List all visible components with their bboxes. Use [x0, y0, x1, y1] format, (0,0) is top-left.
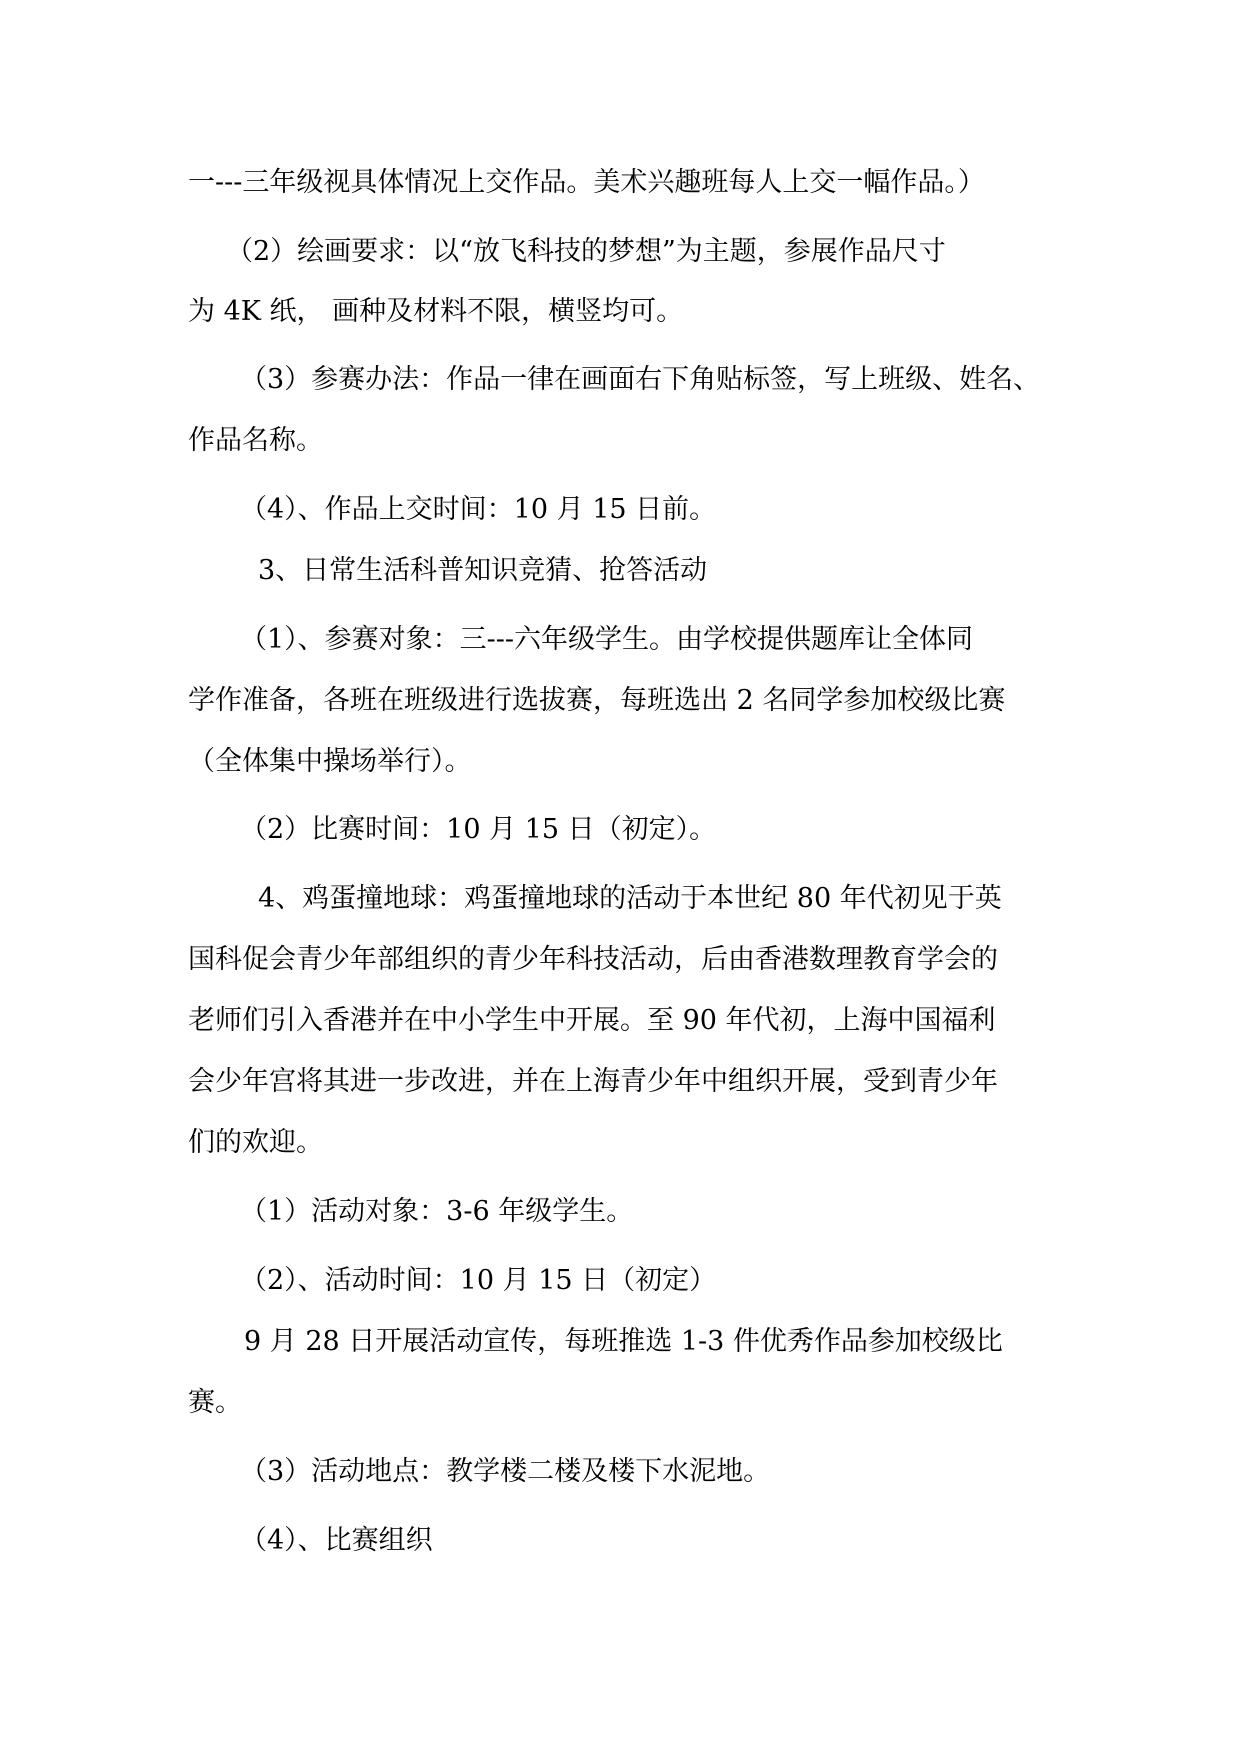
text-line: 们的欢迎。 [188, 1127, 323, 1158]
text-line: 为 4K 纸， 画种及材料不限，横竖均可。 [188, 296, 684, 327]
section-heading: 4、鸡蛋撞地球：鸡蛋撞地球的活动于本世纪 80 年代初见于英 [258, 883, 1002, 914]
text-line: 学作准备，各班在班级进行选拔赛，每班选出 2 名同学参加校级比赛 [188, 685, 1006, 716]
text-line: 会少年宫将其进一步改进，并在上海青少年中组织开展，受到青少年 [188, 1066, 998, 1097]
section-heading: 3、日常生活科普知识竞猜、抢答活动 [258, 555, 708, 586]
text-line: （1）、参赛对象：三---六年级学生。由学校提供题库让全体同 [240, 624, 974, 655]
text-line: 一---三年级视具体情况上交作品。美术兴趣班每人上交一幅作品。） [188, 167, 985, 198]
text-line: 国科促会青少年部组织的青少年科技活动，后由香港数理教育学会的 [188, 944, 998, 975]
text-line: 赛。 [188, 1387, 242, 1418]
text-line: （2）绘画要求：以“放飞科技的梦想”为主题，参展作品尺寸 [226, 236, 946, 267]
text-line: （全体集中操场举行）。 [188, 746, 472, 777]
text-line: （4）、作品上交时间：10 月 15 日前。 [240, 494, 717, 525]
text-line: （1）活动对象：3-6 年级学生。 [240, 1196, 634, 1227]
text-line: 作品名称。 [188, 425, 323, 456]
text-line: （2）、活动时间：10 月 15 日（初定） [240, 1265, 717, 1296]
text-line: 9 月 28 日开展活动宣传，每班推选 1-3 件优秀作品参加校级比 [244, 1326, 1003, 1357]
text-line: （3）活动地点：教学楼二楼及楼下水泥地。 [240, 1456, 771, 1487]
text-line: （2）比赛时间：10 月 15 日（初定）。 [240, 814, 717, 845]
text-line: 老师们引入香港并在中小学生中开展。至 90 年代初，上海中国福利 [188, 1005, 996, 1036]
text-line: （4）、比赛组织 [240, 1525, 433, 1556]
text-line: （3）参赛办法：作品一律在画面右下角贴标签，写上班级、姓名、 [240, 364, 1041, 395]
